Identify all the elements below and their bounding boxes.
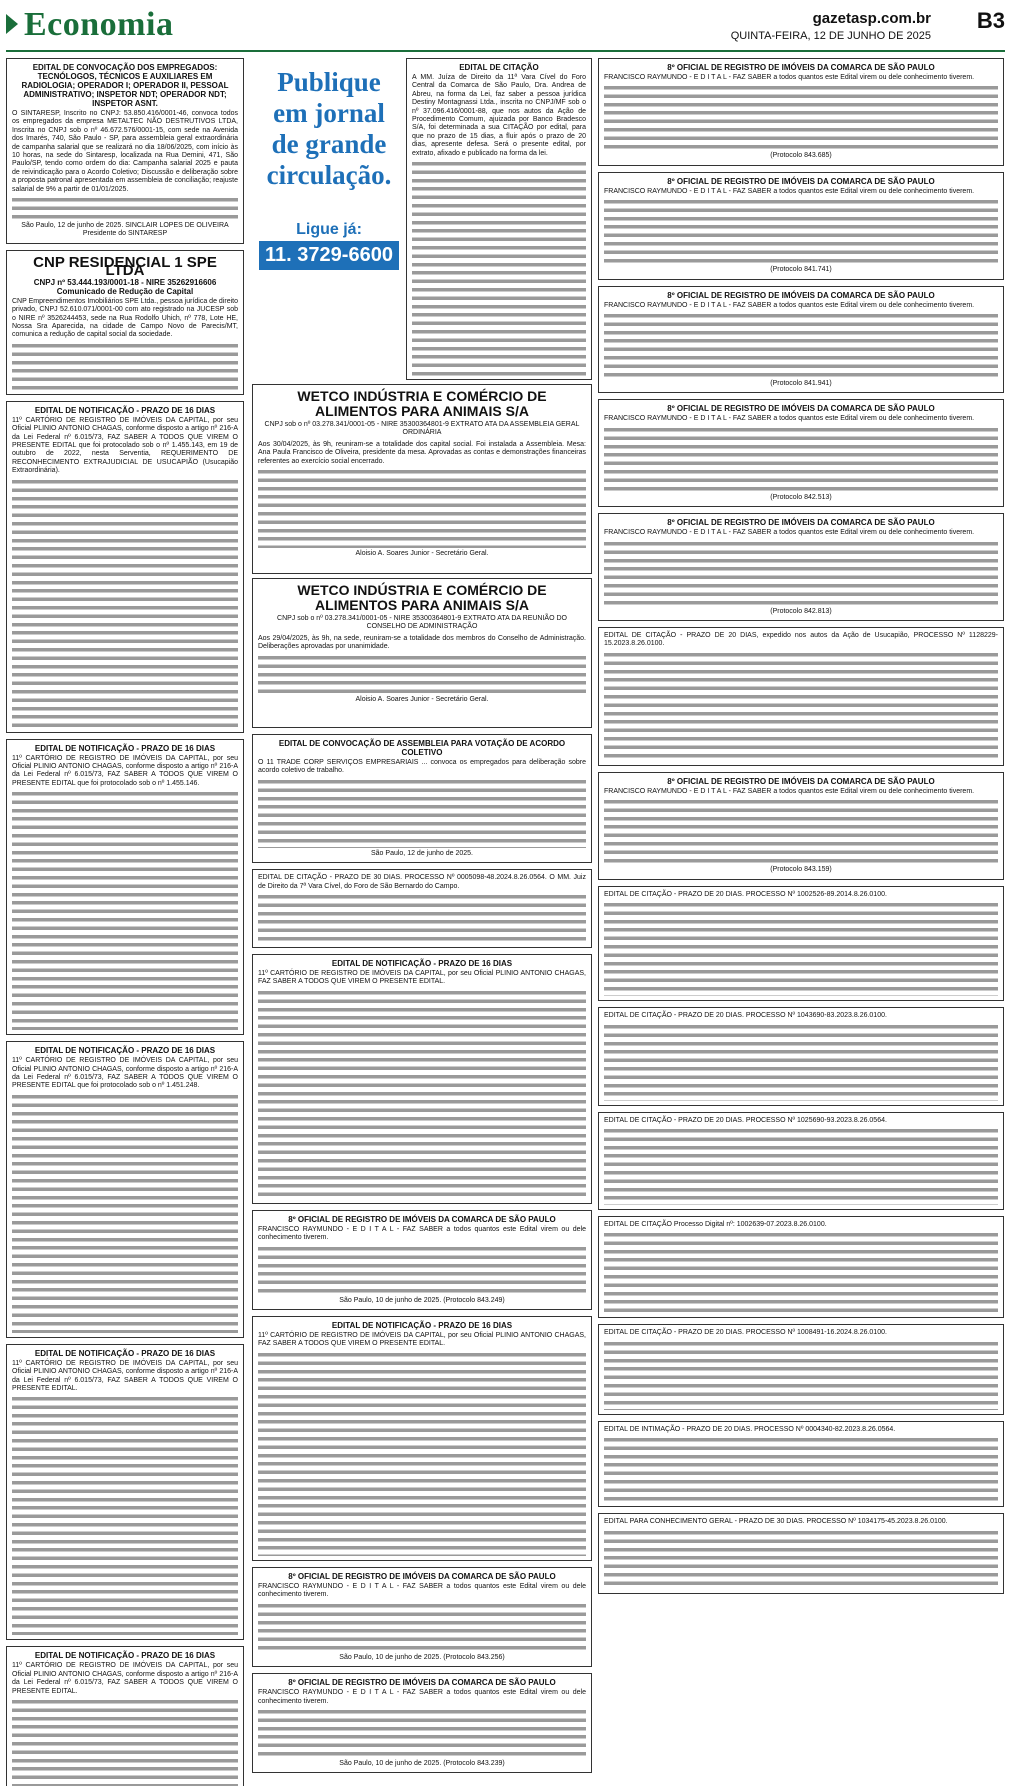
notice-title: 8º OFICIAL DE REGISTRO DE IMÓVEIS DA COMARCA DE SÃO PAULO (667, 63, 935, 72)
notice-text: FRANCISCO RAYMUNDO - E D I T A L - FAZ SABER a todos quantos este Edital virem ou dele conhecimento tiverem. (258, 1582, 586, 1599)
site-url[interactable]: gazetasp.com.br (812, 10, 931, 27)
header-divider (6, 50, 1005, 52)
notice-signature: São Paulo, 12 de junho de 2025. SINCLAIR LOPES DE OLIVEIRA Presidente do SINTARESP (21, 222, 229, 238)
notice-title: EDITAL DE CONVOCAÇÃO DE ASSEMBLEIA PARA VOTAÇÃO DE ACORDO COLETIVO (278, 739, 566, 757)
legal-notice (598, 172, 1004, 280)
notice-text: EDITAL DE INTIMAÇÃO - PRAZO DE 20 DIAS. PROCESSO Nº 0004340-82.2023.8.26.0564. (604, 1425, 896, 1433)
notice-text-lines (12, 790, 238, 1030)
notice-text-lines (604, 426, 998, 492)
notice-text: 11º CARTÓRIO DE REGISTRO DE IMÓVEIS DA CAPITAL, por seu Oficial PLINIO ANTONIO CHAGAS, conforme disposto a artigo nº 216-A da Lei Federal nº 6.015/73, FAZ SABER A TODOS QUE VIREM O PRESENTE EDITAL. (12, 1359, 238, 1393)
notice-text: FRANCISCO RAYMUNDO - E D I T A L - FAZ SABER a todos quantos este Edital virem ou dele conhecimento tiverem. (604, 301, 975, 309)
notice-text: O SINTARESP, Inscrito no CNPJ: 53.850.416/0001-46, convoca todos os empregados da empresa METALTEC NÃO DESTRUTIVOS LTDA, Inscrita no CNPJ sob o nº 46.672.576/0001-15, com sede na Avenida dos Imarés, 740, São Paulo - SP, para assembleia geral extraordinária de campanha salarial que se realizará no dia 18/06/2025, com início às 10 horas, na sede do Sintaresp, localizada na Rua Demini, 471, São Paulo/SP, tendo como ordem do dia: Campanha salarial 2025 e pauta de reivindicação para o Acordo Coletivo; Discussão e deliberação sobre a proposta patronal apresentada em assembleia de conciliação; reajuste salarial de 9% a partir de 01/01/2025. (12, 110, 238, 193)
notice-company: CNP RESIDENCIAL 1 SPE LTDA (33, 253, 217, 280)
column-left (6, 58, 244, 1786)
notice-title: EDITAL DE NOTIFICAÇÃO - PRAZO DE 16 DIAS (331, 1321, 513, 1331)
notice-text: FRANCISCO RAYMUNDO - E D I T A L - FAZ SABER a todos quantos este Edital virem ou dele conhecimento tiverem. (604, 187, 975, 195)
notice-text-lines (604, 1340, 998, 1410)
notice-signature: (Protocolo 843.685) (770, 152, 832, 160)
ad-headline: Publique em jornal de grande circulação. (266, 67, 392, 190)
notice-title: EDITAL DE NOTIFICAÇÃO - PRAZO DE 16 DIAS (34, 1651, 216, 1661)
column-right (598, 58, 1004, 1600)
ad-call: Ligue já: (296, 221, 362, 238)
notice-text: 11º CARTÓRIO DE REGISTRO DE IMÓVEIS DA CAPITAL, por seu Oficial PLINIO ANTONIO CHAGAS, conforme disposto a artigo nº 216-A da Lei Federal nº 6.015/73, FAZ SABER A TODOS QUE VIREM O PRESENTE EDITAL. (12, 1662, 238, 1695)
legal-notice (598, 286, 1004, 394)
notice-title: EDITAL DE NOTIFICAÇÃO - PRAZO DE 16 DIAS (34, 1348, 216, 1358)
notice-text-lines (258, 1708, 586, 1758)
notice-text-lines (412, 160, 586, 380)
notice-signature: (Protocolo 842.513) (770, 493, 832, 501)
legal-notice (598, 627, 1004, 766)
notice-signature: (Protocolo 841.941) (770, 380, 832, 388)
legal-notice (598, 1324, 1004, 1414)
column-middle (252, 734, 592, 1779)
notice-title: EDITAL DE NOTIFICAÇÃO - PRAZO DE 16 DIAS (331, 959, 513, 969)
notice-text-lines (604, 1127, 998, 1205)
company-name: WETCO INDÚSTRIA E COMÉRCIO DE ALIMENTOS PARA ANIMAIS S/A (297, 582, 547, 613)
notice-title: 8º OFICIAL DE REGISTRO DE IMÓVEIS DA COMARCA DE SÃO PAULO (667, 404, 935, 414)
signature: Aloisio A. Soares Junior - Secretário Geral. (355, 550, 489, 558)
notice-text-lines (12, 196, 238, 220)
notice-signature: São Paulo, 10 de junho de 2025. (Protocolo 843.249) (339, 1296, 505, 1304)
minutes-lines (258, 654, 586, 694)
notice-text: A MM. Juíza de Direito da 11ª Vara Cível do Foro Central da Comarca de São Paulo, Dra. Andrea de Abreu, na forma da Lei, faz saber a pessoa jurídica Destiny Montagnassi Ltda., inscrita no CNPJ/MF sob o nº 37.096.416/0001-88, que nos autos da Ação de Procedimento Comum, ajuizada por Banco Bradesco S/A, foi determinada a sua CITAÇÃO por edital, para que no prazo de 15 dias, a fluir após o prazo de 20 dias, apresente defesa. Será o presente edital, por extrato, afixado e publicado na forma da lei. (412, 74, 586, 157)
notice-title: EDITAL DE CONVOCAÇÃO DOS EMPREGADOS: TECNÓLOGOS, TÉCNICOS E AUXILIARES EM RADIOLOGIA; OPERADOR I; OPERADOR II, PESSOAL ADMINISTRATIVO; INSPETOR NDT; OPERADOR NDT; INSPETOR ASNT. (21, 63, 229, 108)
notice-text-lines (604, 198, 998, 264)
notice-text-lines (604, 312, 998, 378)
legal-notice (598, 58, 1004, 166)
notice-title: 8º OFICIAL DE REGISTRO DE IMÓVEIS DA COMARCA DE SÃO PAULO (667, 776, 935, 786)
legal-notice (252, 1316, 592, 1561)
notice-title: 8º OFICIAL DE REGISTRO DE IMÓVEIS DA COMARCA DE SÃO PAULO (288, 1571, 556, 1581)
notice-title: 8º OFICIAL DE REGISTRO DE IMÓVEIS DA COMARCA DE SÃO PAULO (667, 290, 935, 300)
notice-text-lines (12, 1395, 238, 1635)
legal-notice-citacao (406, 58, 592, 380)
legal-notice (598, 1216, 1004, 1318)
notice-text-lines (12, 1698, 238, 1786)
legal-notice (598, 513, 1004, 621)
notice-text-lines (258, 778, 586, 848)
notice-text: EDITAL DE CITAÇÃO - PRAZO DE 30 DIAS. PROCESSO Nº 0005098-48.2024.8.26.0564. O MM. Juiz de Direito da 7ª Vara Cível, do Foro de São Bernardo do Campo. (258, 874, 586, 890)
notice-text: FRANCISCO RAYMUNDO - E D I T A L - FAZ SABER a todos quantos este Edital virem ou dele conhecimento tiverem. (604, 74, 975, 81)
legal-notice (252, 869, 592, 948)
notice-title: EDITAL DE CITAÇÃO (459, 63, 539, 72)
legal-notice (598, 1112, 1004, 1210)
notice-text-lines (12, 342, 238, 390)
notice-text-lines (258, 893, 586, 943)
legal-notice (6, 1041, 244, 1338)
notice-text-lines (12, 1093, 238, 1333)
notice-text-lines (604, 798, 998, 864)
legal-notice (6, 1646, 244, 1786)
issue-date: QUINTA-FEIRA, 12 DE JUNHO DE 2025 (730, 30, 931, 42)
notice-text: EDITAL DE CITAÇÃO - PRAZO DE 20 DIAS. PROCESSO Nº 1008491-16.2024.8.26.0100. (604, 1329, 887, 1337)
minutes-text: Aos 30/04/2025, às 9h, reuniram-se a totalidade dos capital social. Foi instalada a Assembleia. Mesa: Ana Paula Francisco de Oliveira, presidente da mesa. Aprovadas as contas e demonstrações financeiras referentes ao exercício social encerrado. (258, 440, 586, 465)
legal-notice (252, 954, 592, 1204)
notice-text-lines (12, 478, 238, 728)
notice-title: 8º OFICIAL DE REGISTRO DE IMÓVEIS DA COMARCA DE SÃO PAULO (667, 518, 935, 528)
company-name: WETCO INDÚSTRIA E COMÉRCIO DE ALIMENTOS PARA ANIMAIS S/A (297, 388, 547, 419)
notice-text: FRANCISCO RAYMUNDO - E D I T A L - FAZ SABER a todos quantos este Edital virem ou dele conhecimento tiverem. (258, 1225, 586, 1242)
notice-text-lines (258, 1351, 586, 1556)
legal-notice (598, 772, 1004, 880)
notice-text-lines (604, 1023, 998, 1101)
section-title: Economia (24, 6, 174, 43)
page-number: B3 (976, 8, 1005, 33)
wetco-ago-notice (252, 384, 592, 574)
notice-text-lines (604, 651, 998, 761)
company-ids: CNPJ sob o nº 03.278.341/0001-05 - NIRE 35300364801-9 EXTRATO ATA DA ASSEMBLEIA GERAL ORDINÁRIA (264, 421, 580, 437)
legal-notice (598, 1513, 1004, 1593)
notice-signature: São Paulo, 10 de junho de 2025. (Protocolo 843.256) (339, 1653, 505, 1661)
legal-notice (252, 1210, 592, 1310)
legal-notice (598, 399, 1004, 507)
notice-text: EDITAL DE CITAÇÃO Processo Digital nº: 1002639-07.2023.8.26.0100. (604, 1220, 827, 1228)
notice-title: 8º OFICIAL DE REGISTRO DE IMÓVEIS DA COMARCA DE SÃO PAULO (288, 1678, 556, 1688)
page-header (0, 0, 1011, 50)
notice-text-lines (258, 989, 586, 1199)
notice-title: 8º OFICIAL DE REGISTRO DE IMÓVEIS DA COMARCA DE SÃO PAULO (288, 1214, 556, 1224)
ad-promo (256, 60, 402, 286)
notice-text-lines (604, 1436, 998, 1502)
signature: Aloisio A. Soares Junior - Secretário Geral. (355, 695, 489, 703)
notice-text: FRANCISCO RAYMUNDO - E D I T A L - FAZ SABER a todos quantos este Edital virem ou dele conhecimento tiverem. (604, 529, 975, 537)
notice-signature: (Protocolo 841.741) (770, 266, 832, 274)
notice-text-lines (604, 1529, 998, 1589)
notice-text-lines (604, 84, 998, 150)
notice-text: O 11 TRADE CORP SERVIÇOS EMPRESARIAIS ... convoca os empregados para deliberação sobre acordo coletivo de trabalho. (258, 759, 586, 775)
legal-notice (6, 401, 244, 733)
legal-notice (598, 1007, 1004, 1105)
legal-notice (6, 1344, 244, 1641)
notice-text: EDITAL PARA CONHECIMENTO GERAL - PRAZO DE 30 DIAS. PROCESSO Nº 1034175-45.2023.8.26.0100. (604, 1518, 948, 1526)
legal-notice (252, 734, 592, 863)
legal-notice (252, 1567, 592, 1667)
wetco-rca-notice (252, 578, 592, 728)
legal-notice (252, 1673, 592, 1773)
notice-text: EDITAL DE CITAÇÃO - PRAZO DE 20 DIAS. PROCESSO Nº 1002526-89.2014.8.26.0100. (604, 890, 887, 898)
notice-text: 11º CARTÓRIO DE REGISTRO DE IMÓVEIS DA CAPITAL, por seu Oficial PLINIO ANTONIO CHAGAS, FAZ SABER A TODOS QUE VIREM O PRESENTE EDITAL. (258, 970, 586, 986)
notice-text: EDITAL DE CITAÇÃO - PRAZO DE 20 DIAS. PROCESSO Nº 1043690-83.2023.8.26.0100. (604, 1012, 887, 1020)
notice-text: EDITAL DE CITAÇÃO - PRAZO DE 20 DIAS. PROCESSO Nº 1025690-93.2023.8.26.0564. (604, 1116, 887, 1124)
notice-title: EDITAL DE NOTIFICAÇÃO - PRAZO DE 16 DIAS (34, 1046, 216, 1056)
legal-notice (6, 58, 244, 244)
notice-title: CNPJ nº 53.444.193/0001-18 - NIRE 35262916606 Comunicado de Redução de Capital (33, 277, 217, 296)
notice-text: FRANCISCO RAYMUNDO - E D I T A L - FAZ SABER a todos quantos este Edital virem ou dele conhecimento tiverem. (604, 415, 975, 423)
company-ids: CNPJ sob o nº 03.278.341/0001-05 - NIRE 35300364801-9 EXTRATO ATA DA REUNIÃO DO CONSELHO DE ADMINISTRAÇÃO (277, 615, 567, 631)
notice-text-lines (604, 901, 998, 996)
notice-text: 11º CARTÓRIO DE REGISTRO DE IMÓVEIS DA CAPITAL, por seu Oficial PLINIO ANTONIO CHAGAS, conforme disposto a artigo nº 216-A da Lei Federal nº 6.015/73, FAZ SABER A TODOS QUE VIREM O PRESENTE EDITAL que foi protocolado sob o nº 1.455.146. (12, 754, 238, 787)
notice-text: 11º CARTÓRIO DE REGISTRO DE IMÓVEIS DA CAPITAL, por seu Oficial PLINIO ANTONIO CHAGAS, FAZ SABER A TODOS QUE VIREM O PRESENTE EDITAL. (258, 1332, 586, 1348)
legal-notice (6, 250, 244, 395)
notice-signature: (Protocolo 843.159) (770, 866, 832, 874)
notice-text-lines (258, 1602, 586, 1652)
notice-text: FRANCISCO RAYMUNDO - E D I T A L - FAZ SABER a todos quantos este Edital virem ou dele conhecimento tiverem. (258, 1689, 586, 1705)
notice-signature: São Paulo, 12 de junho de 2025. (371, 849, 473, 857)
notice-text: FRANCISCO RAYMUNDO - E D I T A L - FAZ SABER a todos quantos este Edital virem ou dele conhecimento tiverem. (604, 787, 975, 795)
notice-title: EDITAL DE NOTIFICAÇÃO - PRAZO DE 16 DIAS (34, 405, 216, 415)
chevron-right-icon (6, 14, 18, 34)
notice-title: EDITAL DE NOTIFICAÇÃO - PRAZO DE 16 DIAS (34, 743, 216, 753)
legal-notice (598, 886, 1004, 1001)
notice-text-lines (604, 1231, 998, 1313)
notice-text: CNP Empreendimentos Imobiliários SPE Ltda., pessoa jurídica de direito privado, CNPJ 52.610.071/0001-00 com ato registrado na JUCESP sob o NIRE nº 3526244453, sede na Rua Rodolfo Uhich, nº 778, Lote HE, Nossa Sra Aparecida, na cidade de Campo Novo de Parecis/MT, comunica a redução de capital social da sociedade. (12, 297, 238, 339)
legal-notice (598, 1421, 1004, 1507)
notice-text-lines (604, 540, 998, 606)
notice-signature: São Paulo, 10 de junho de 2025. (Protocolo 843.239) (339, 1759, 505, 1767)
notice-text-lines (258, 1245, 586, 1295)
notice-text: EDITAL DE CITAÇÃO - PRAZO DE 20 DIAS, expedido nos autos da Ação de Usucapião, PROCESSO Nº 1128229-15.2023.8.26.0100. (604, 632, 998, 648)
notice-title: 8º OFICIAL DE REGISTRO DE IMÓVEIS DA COMARCA DE SÃO PAULO (667, 176, 935, 186)
notice-text: 11º CARTÓRIO DE REGISTRO DE IMÓVEIS DA CAPITAL, por seu Oficial PLINIO ANTONIO CHAGAS, conforme disposto a artigo nº 216-A da Lei Federal nº 6.015/73, FAZ SABER A TODOS QUE VIREM O PRESENTE EDITAL que foi protocolado sob o nº 1.455.143, em 19 de outubro de 2022, nesta Serventia, REQUERIMENTO DE RECONHECIMENTO EXTRAJUDICIAL DE USUCAPIÃO (Usucapião Extraordinária). (12, 416, 238, 475)
minutes-lines (258, 468, 586, 548)
ad-phone: 11. 3729-6600 (259, 241, 399, 270)
notice-signature: (Protocolo 842.813) (770, 607, 832, 615)
notice-text: 11º CARTÓRIO DE REGISTRO DE IMÓVEIS DA CAPITAL, por seu Oficial PLINIO ANTONIO CHAGAS, conforme disposto a artigo nº 216-A da Lei Federal nº 6.015/73, FAZ SABER A TODOS QUE VIREM O PRESENTE EDITAL que foi protocolado sob o nº 1.451.248. (12, 1057, 238, 1090)
legal-notice (6, 739, 244, 1036)
minutes-text: Aos 29/04/2025, às 9h, na sede, reuniram-se a totalidade dos membros do Conselho de Administração. Deliberações aprovadas por unanimidade. (258, 634, 586, 651)
